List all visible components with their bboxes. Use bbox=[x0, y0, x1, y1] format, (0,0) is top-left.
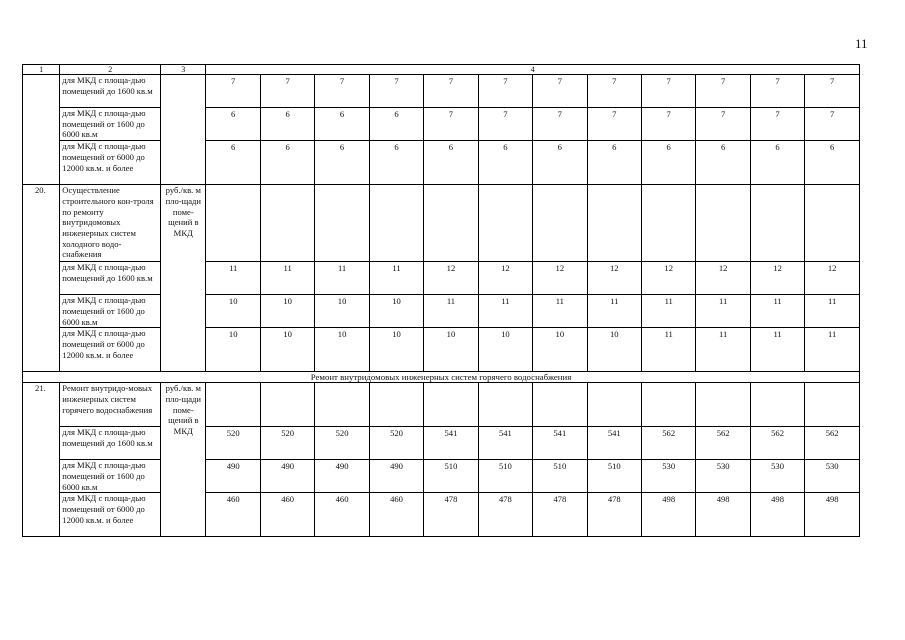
value-cell: 520 bbox=[206, 427, 260, 460]
table-row bbox=[23, 328, 860, 372]
value-cell: 7 bbox=[260, 75, 314, 108]
unit-cell: руб./кв. м пло-щади поме-щений в МКД bbox=[161, 383, 206, 537]
value-cell: 11 bbox=[641, 295, 695, 328]
value-cell: 7 bbox=[696, 108, 750, 141]
value-cell: 490 bbox=[369, 460, 423, 493]
value-cell: 6 bbox=[424, 141, 478, 185]
value-cell: 6 bbox=[478, 141, 532, 185]
value-cell: 12 bbox=[587, 262, 641, 295]
unit-cell: руб./кв. м пло-щади поме-щений в МКД bbox=[161, 185, 206, 372]
value-cell: 7 bbox=[641, 75, 695, 108]
table-row bbox=[23, 185, 860, 262]
table-row bbox=[23, 427, 860, 460]
value-cell: 7 bbox=[805, 108, 860, 141]
value-cell: 12 bbox=[478, 262, 532, 295]
tier-label: для МКД с площа-дью помещений от 1600 до 6000 кв.м bbox=[60, 460, 161, 493]
value-cell: 498 bbox=[750, 493, 804, 537]
value-cell: 520 bbox=[315, 427, 369, 460]
value-cell: 11 bbox=[369, 262, 423, 295]
value-cell bbox=[206, 383, 260, 427]
value-cell: 562 bbox=[696, 427, 750, 460]
value-cell: 6 bbox=[805, 141, 860, 185]
value-cell: 11 bbox=[260, 262, 314, 295]
value-cell bbox=[424, 383, 478, 427]
table-row bbox=[23, 75, 860, 108]
value-cell: 11 bbox=[641, 328, 695, 372]
value-cell: 12 bbox=[533, 262, 587, 295]
value-cell: 6 bbox=[260, 141, 314, 185]
value-cell bbox=[369, 383, 423, 427]
tariff-table bbox=[22, 64, 860, 537]
table-row bbox=[23, 383, 860, 427]
value-cell: 12 bbox=[805, 262, 860, 295]
value-cell: 12 bbox=[696, 262, 750, 295]
header-row bbox=[23, 65, 860, 75]
value-cell bbox=[750, 185, 804, 262]
value-cell bbox=[533, 185, 587, 262]
value-cell bbox=[641, 185, 695, 262]
value-cell: 6 bbox=[260, 108, 314, 141]
value-cell bbox=[587, 383, 641, 427]
value-cell: 562 bbox=[750, 427, 804, 460]
value-cell: 510 bbox=[587, 460, 641, 493]
value-cell: 498 bbox=[696, 493, 750, 537]
tier-label: для МКД с площа-дью помещений от 6000 до 12000 кв.м. и более bbox=[60, 141, 161, 185]
value-cell: 7 bbox=[587, 75, 641, 108]
value-cell: 6 bbox=[696, 141, 750, 185]
value-cell: 10 bbox=[424, 328, 478, 372]
value-cell bbox=[805, 185, 860, 262]
tier-label: для МКД с площа-дью помещений от 1600 до 6000 кв.м bbox=[60, 295, 161, 328]
value-cell: 562 bbox=[805, 427, 860, 460]
value-cell bbox=[587, 185, 641, 262]
value-cell: 6 bbox=[641, 141, 695, 185]
value-cell: 7 bbox=[206, 75, 260, 108]
header-col-3: 3 bbox=[161, 65, 206, 75]
value-cell bbox=[206, 185, 260, 262]
value-cell: 478 bbox=[424, 493, 478, 537]
value-cell: 510 bbox=[478, 460, 532, 493]
value-cell: 460 bbox=[260, 493, 314, 537]
header-col-1: 1 bbox=[23, 65, 60, 75]
value-cell bbox=[315, 185, 369, 262]
value-cell: 7 bbox=[696, 75, 750, 108]
table-row bbox=[23, 295, 860, 328]
value-cell: 6 bbox=[206, 141, 260, 185]
value-cell: 10 bbox=[587, 328, 641, 372]
table-row bbox=[23, 493, 860, 537]
value-cell: 510 bbox=[424, 460, 478, 493]
value-cell: 6 bbox=[315, 108, 369, 141]
value-cell: 10 bbox=[478, 328, 532, 372]
value-cell: 6 bbox=[533, 141, 587, 185]
value-cell bbox=[641, 383, 695, 427]
value-cell: 10 bbox=[315, 295, 369, 328]
value-cell: 541 bbox=[533, 427, 587, 460]
value-cell: 7 bbox=[533, 75, 587, 108]
item-title: Осуществление строительного кон-троля по ремонту внутридомовых инженерных систем холодного водо-снабжения bbox=[60, 185, 161, 262]
table-row bbox=[23, 141, 860, 185]
value-cell bbox=[533, 383, 587, 427]
value-cell: 10 bbox=[315, 328, 369, 372]
value-cell bbox=[260, 383, 314, 427]
value-cell bbox=[696, 185, 750, 262]
value-cell: 541 bbox=[478, 427, 532, 460]
value-cell: 11 bbox=[315, 262, 369, 295]
table-row bbox=[23, 460, 860, 493]
value-cell: 541 bbox=[587, 427, 641, 460]
value-cell: 460 bbox=[206, 493, 260, 537]
value-cell bbox=[260, 185, 314, 262]
header-col-4: 4 bbox=[206, 65, 860, 75]
page-number: 11 bbox=[855, 36, 868, 51]
value-cell: 11 bbox=[805, 295, 860, 328]
value-cell: 460 bbox=[315, 493, 369, 537]
value-cell: 10 bbox=[206, 328, 260, 372]
value-cell bbox=[750, 383, 804, 427]
value-cell: 7 bbox=[805, 75, 860, 108]
value-cell: 11 bbox=[206, 262, 260, 295]
tier-label: для МКД с площа-дью помещений от 6000 до 12000 кв.м. и более bbox=[60, 493, 161, 537]
value-cell: 490 bbox=[260, 460, 314, 493]
value-cell bbox=[478, 185, 532, 262]
value-cell: 530 bbox=[805, 460, 860, 493]
value-cell: 478 bbox=[478, 493, 532, 537]
value-cell: 10 bbox=[533, 328, 587, 372]
value-cell: 6 bbox=[369, 141, 423, 185]
item-title: Ремонт внутридо-мовых инженерных систем горячего водоснабжения bbox=[60, 383, 161, 427]
value-cell: 10 bbox=[260, 295, 314, 328]
value-cell: 498 bbox=[805, 493, 860, 537]
value-cell: 7 bbox=[641, 108, 695, 141]
value-cell bbox=[696, 383, 750, 427]
num-cell bbox=[23, 75, 60, 185]
value-cell: 460 bbox=[369, 493, 423, 537]
value-cell: 7 bbox=[315, 75, 369, 108]
value-cell: 11 bbox=[696, 328, 750, 372]
value-cell: 11 bbox=[587, 295, 641, 328]
tier-label: для МКД с площа-дью помещений до 1600 кв.м bbox=[60, 427, 161, 460]
value-cell: 510 bbox=[533, 460, 587, 493]
value-cell: 541 bbox=[424, 427, 478, 460]
tier-label: для МКД с площа-дью помещений от 1600 до 6000 кв.м bbox=[60, 108, 161, 141]
value-cell: 6 bbox=[369, 108, 423, 141]
value-cell: 530 bbox=[641, 460, 695, 493]
value-cell: 520 bbox=[260, 427, 314, 460]
value-cell: 7 bbox=[478, 75, 532, 108]
value-cell: 11 bbox=[533, 295, 587, 328]
value-cell: 498 bbox=[641, 493, 695, 537]
section-row bbox=[23, 372, 860, 383]
value-cell: 7 bbox=[369, 75, 423, 108]
item-number: 21. bbox=[23, 383, 60, 537]
value-cell: 7 bbox=[587, 108, 641, 141]
value-cell: 7 bbox=[424, 75, 478, 108]
value-cell: 7 bbox=[750, 108, 804, 141]
value-cell: 6 bbox=[587, 141, 641, 185]
value-cell: 11 bbox=[750, 295, 804, 328]
value-cell: 7 bbox=[750, 75, 804, 108]
value-cell: 11 bbox=[805, 328, 860, 372]
value-cell: 12 bbox=[424, 262, 478, 295]
unit-cell bbox=[161, 75, 206, 185]
table-row bbox=[23, 108, 860, 141]
value-cell: 10 bbox=[260, 328, 314, 372]
item-number: 20. bbox=[23, 185, 60, 372]
value-cell: 11 bbox=[424, 295, 478, 328]
value-cell: 520 bbox=[369, 427, 423, 460]
header-col-2: 2 bbox=[60, 65, 161, 75]
value-cell: 530 bbox=[696, 460, 750, 493]
value-cell bbox=[369, 185, 423, 262]
value-cell: 10 bbox=[206, 295, 260, 328]
value-cell: 478 bbox=[533, 493, 587, 537]
value-cell: 530 bbox=[750, 460, 804, 493]
value-cell: 11 bbox=[750, 328, 804, 372]
value-cell: 490 bbox=[315, 460, 369, 493]
value-cell: 7 bbox=[533, 108, 587, 141]
value-cell: 490 bbox=[206, 460, 260, 493]
value-cell: 10 bbox=[369, 328, 423, 372]
value-cell: 6 bbox=[315, 141, 369, 185]
tier-label: для МКД с площа-дью помещений до 1600 кв.м bbox=[60, 75, 161, 108]
value-cell bbox=[315, 383, 369, 427]
value-cell bbox=[478, 383, 532, 427]
value-cell: 562 bbox=[641, 427, 695, 460]
tier-label: для МКД с площа-дью помещений от 6000 до 12000 кв.м. и более bbox=[60, 328, 161, 372]
table-row bbox=[23, 262, 860, 295]
value-cell: 6 bbox=[206, 108, 260, 141]
value-cell: 12 bbox=[641, 262, 695, 295]
value-cell: 7 bbox=[478, 108, 532, 141]
value-cell: 6 bbox=[750, 141, 804, 185]
value-cell: 7 bbox=[424, 108, 478, 141]
section-title: Ремонт внутридомовых инженерных систем горячего водоснабжения bbox=[23, 372, 860, 383]
value-cell: 10 bbox=[369, 295, 423, 328]
value-cell: 11 bbox=[478, 295, 532, 328]
value-cell: 478 bbox=[587, 493, 641, 537]
value-cell bbox=[805, 383, 860, 427]
tier-label: для МКД с площа-дью помещений до 1600 кв.м bbox=[60, 262, 161, 295]
value-cell bbox=[424, 185, 478, 262]
value-cell: 12 bbox=[750, 262, 804, 295]
value-cell: 11 bbox=[696, 295, 750, 328]
